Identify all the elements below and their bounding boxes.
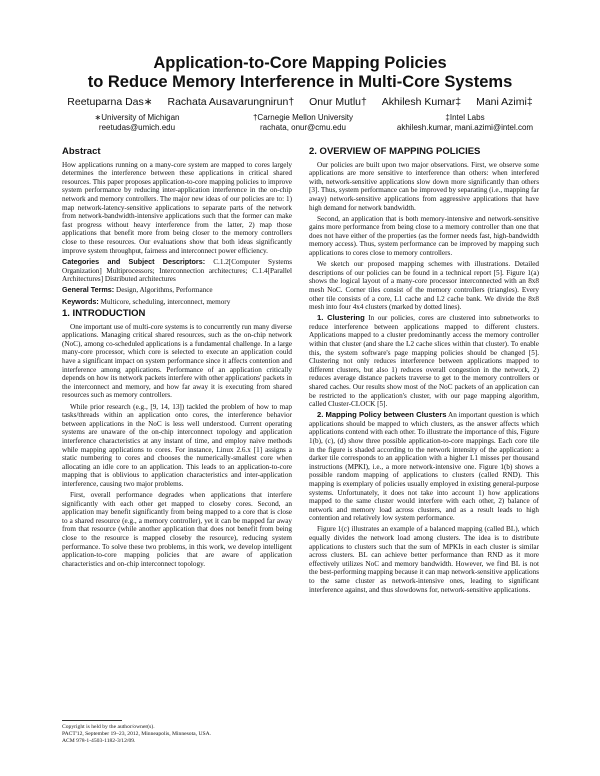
- paragraph: Our policies are built upon two major observations. First, we observe some applications are more sensitive to interference than others: when interfered with, network-sensitive applications slow down more significantly than others [3]. Thus, system performance can be improved by separating (i.e., mapping far away) network-sensitive applications from aggressive applications that have high demand for network bandwidth.: [309, 160, 539, 212]
- overview-heading: 2. OVERVIEW OF MAPPING POLICIES: [309, 146, 481, 157]
- categories: Categories and Subject Descriptors: C.1.2[Computer Systems Organization] Multiprocessors; Interconnection architectures; C.1.4[Parallel Architectures] Distributed architectures: [62, 257, 293, 284]
- email: reetudas@umich.edu: [98, 123, 176, 132]
- email: rachata, onur@cmu.edu: [260, 123, 346, 132]
- affiliation: ‡Intel Labs akhilesh.kumar, mani.azimi@intel.com: [380, 113, 550, 133]
- paper-title: [0, 54, 600, 92]
- paragraph: We sketch our proposed mapping schemes with illustrations. Detailed descriptions of our policies can be found in a technical report [5]. Figure 1(a) shows the logical layout of a many-core processor interconnected with an 8x8 mesh NoC. Corner tiles consist of the memory controllers (triangles). Every other tile consists of a core, L1 cache and L2 cache bank. We divide the 8x8 mesh into four 4x4 clusters (marked by dotted lines).: [309, 260, 539, 312]
- affiliation: †Carnegie Mellon University rachata, onur@cmu.edu: [228, 113, 378, 133]
- affiliation: ∗University of Michigan reetudas@umich.edu: [62, 113, 212, 133]
- author-list: [0, 96, 600, 108]
- keywords: Keywords: Multicore, scheduling, interconnect, memory: [62, 296, 231, 306]
- mapping-policy-paragraph: 2. Mapping Policy between Clusters An important question is which applications should be mapped to which clusters, as the answer affects which applications contend with each other. To illustrate the importance of this, Figure 1(b), (c), (d) show three possible application-to-core mappings. Each core tile in the figure is shaded according to the network intensity of the application: a darker tile corresponds to an application with a higher L1 misses per thousand instructions (MPKI), i.e., a more network-intensive one. Figure 1(b) shows a possible random mapping of applications to clusters (called RND). This mapping is exemplary of policies usually employed in existing general-purpose systems. Unfortunately, it does not take into account 1) how applications mapped to the same cluster would interfere with each other, 2) balance of network and memory load across clusters, and as a result leads to high contention and relatively low system performance.: [309, 410, 540, 523]
- author: Reetuparna Das∗: [67, 96, 153, 108]
- paragraph: Second, an application that is both memory-intensive and network-sensitive gains more performance from being close to a memory controller than one that does not have either of the properties (as the former needs fast, high-bandwidth memory access). Thus, system performance can be improved by mapping such applications to cores close to memory controllers.: [309, 214, 539, 258]
- general-terms: General Terms: Design, Algorithms, Performance: [62, 285, 213, 295]
- intro-heading: 1. INTRODUCTION: [62, 308, 146, 320]
- paragraph: First, overall performance degrades when applications that interfere significantly with each other get mapped to closeby cores. Second, an application may benefit significantly from being mapped to a core that is close to a shared resource (e.g., a memory controller), yet it can be mapped far away from that resource (while another application that does not benefit from being close to the resource is mapped closeby the resource), reducing system performance. To solve these two problems, in this work, we develop intelligent application-to-core mapping policies that are aware of application characteristics and on-chip interconnect topology.: [62, 490, 292, 568]
- email: akhilesh.kumar, mani.azimi@intel.com: [396, 123, 534, 132]
- right-column: [309, 144, 539, 597]
- abstract-heading: Abstract: [62, 146, 101, 157]
- paragraph: Figure 1(c) illustrates an example of a balanced mapping (called BL), which equally divides the network load among clusters. The idea is to distribute applications to clusters such that the sum of MPKIs in each cluster is similar across clusters. BL can achieve better performance than RND as it more effectively utilizes NoC and memory bandwidth. However, we find BL is not the best-performing mapping because it can map network-sensitive applications to the same cluster as network-intensive ones, leading to significant interference against, and thus slowdowns for, network-sensitive applications.: [309, 525, 539, 594]
- author: Akhilesh Kumar‡: [381, 96, 462, 108]
- paragraph: One important use of multi-core systems is to concurrently run many diverse applications. Managing critical shared resources, such as the on-chip network (NoC), among co-scheduled applications is a fundamental challenge. In a large many-core processor, which core is selected to execute an application could have a significant impact on system performance since it affects contention and interference among applications. Performance of an application critically depends on how its network packets interfere with other applications' packets in the interconnect and memory, and how far away it is executing from shared resources such as memory controllers.: [62, 322, 292, 400]
- left-column: [62, 144, 292, 571]
- title-line-2: to Reduce Memory Interference in Multi-Core Systems: [87, 73, 513, 91]
- author: Mani Azimi‡: [476, 96, 533, 108]
- clustering-paragraph: 1. Clustering In our policies, cores are clustered into subnetworks to reduce interference between applications mapped to different clusters. Applications mapped to a cluster predominantly access the memory controller within that cluster (and share the L2 cache slices within that cluster). To enable this, the system software's page mapping policies should be changed [5]. Clustering not only reduces interference between applications mapped to different clusters, but also 1) reduces overall congestion in the network, 2) reduces average distance packets traverse to get to the memory controllers or shared caches. Our results show most of the NoC packets of an application can be restricted to the application's cluster, with our page mapping algorithm, called Cluster-CLOCK [5].: [309, 313, 540, 409]
- author: Onur Mutlu†: [309, 96, 367, 108]
- paragraph: While prior research (e.g., [9, 14, 13]) tackled the problem of how to map tasks/threads within an application onto cores, the interference behavior between applications in the NoC is less well understood. Current operating systems are unaware of the on-chip interconnect topology and application interference characteristics at any instant of time, and employ naive methods while mapping applications to cores. For instance, Linux 2.6.x [1] assigns a static numbering to cores and chooses the numerically-smallest core when allocating an idle core to an application. This leads to an application-to-core mapping that is oblivious to application characteristics and inter-application interference, causing two major problems.: [62, 402, 292, 488]
- footnote-rule: [62, 720, 122, 721]
- copyright-notice: Copyright is held by the author/owner(s). PACT'12, September 19–23, 2012, Minneapolis, Minnesota, USA. ACM 978-1-4503-1182-3/12/09.: [62, 724, 212, 744]
- author: Rachata Ausavarungnirun†: [167, 96, 295, 108]
- title-line-1: Application-to-Core Mapping Policies: [153, 54, 447, 72]
- abstract-text: How applications running on a many-core system are mapped to cores largely determines the interference between these applications in critical shared resources. This paper proposes application-to-core mapping policies to improve system performance by reducing inter-application interference in the on-chip network and memory controllers. The major new ideas of our policies are to: 1) map network-latency-sensitive applications to separate parts of the network from network-bandwidth-intensive applications such that the former can make fast progress without heavy interference from the latter, 2) map those applications that benefit more from being closer to the memory controllers close to these resources. Our evaluations show that both ideas significantly improve system throughput, fairness and interconnect power efficiency.: [62, 160, 292, 255]
